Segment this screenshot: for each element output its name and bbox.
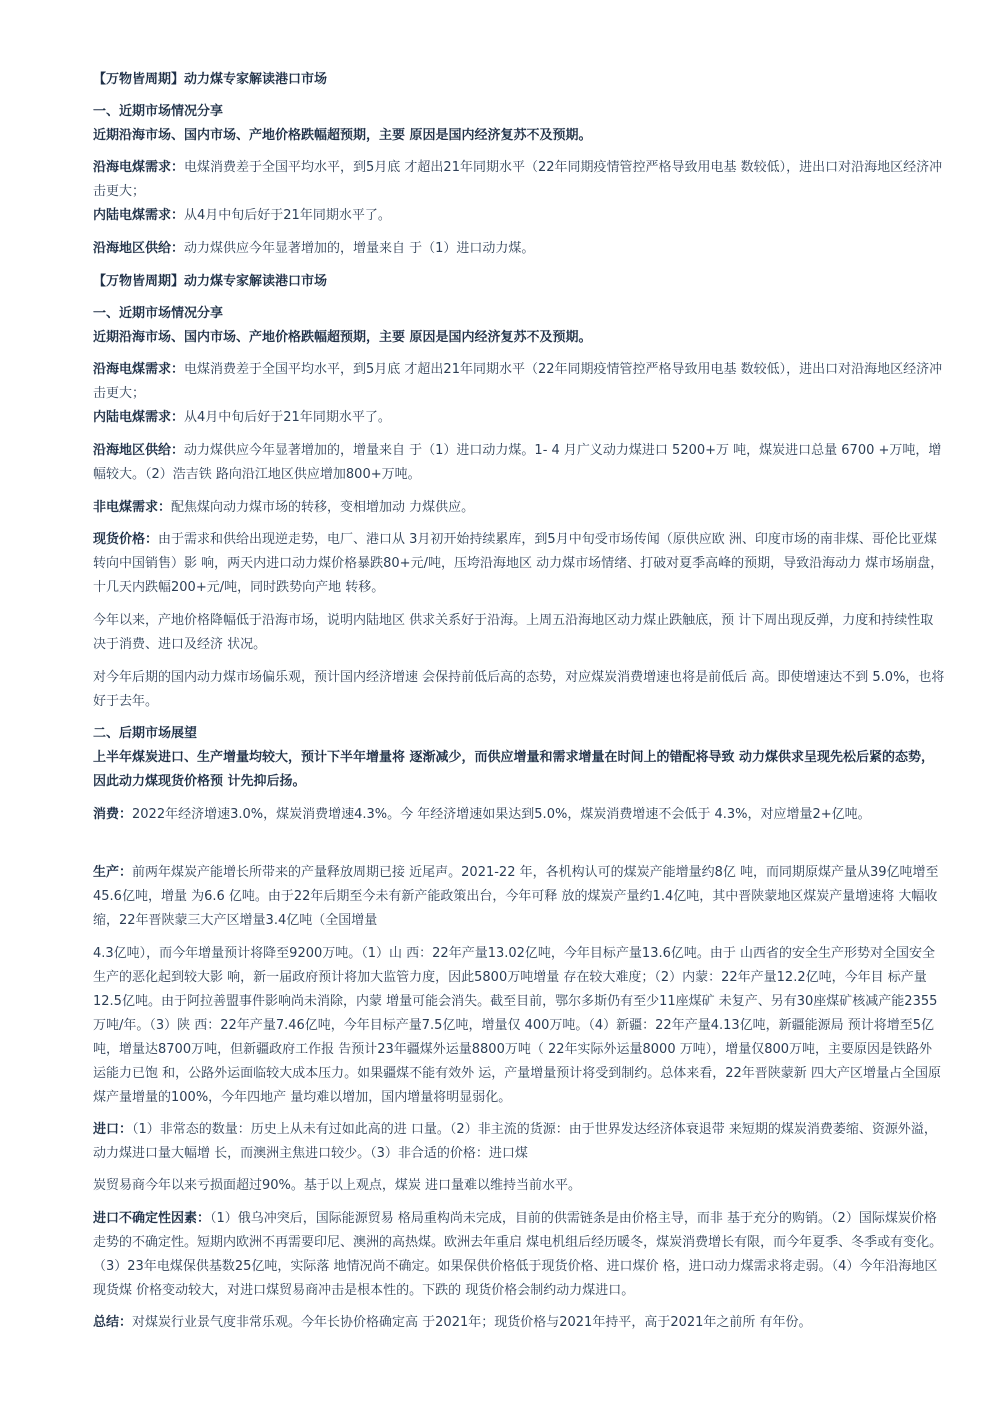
paragraph-label: 内陆电煤需求： (93, 208, 185, 223)
paragraph: 对今年后期的国内动力煤市场偏乐观，预计国内经济增速 会保持前低后高的态势，对应煤炭消费增速也将是前低后 高。即使增速达不到 5.0%，也将好于去年。 (93, 670, 945, 709)
paragraph-text: 从4月中旬后好于21年同期水平了。 (184, 410, 391, 425)
paragraph-text: 电煤消费差于全国平均水平，到5月底 才超出21年同期水平（22年同期疫情管控严格导致用电基 数较低），进出口对沿海地区经济冲击更大； (93, 160, 943, 199)
paragraph-text: （1）俄乌冲突后，国际能源贸易 格局重构尚未完成，目前的供需链条是由价格主导，而非 基于充分的购销。（2）国际煤炭价格走势的不确定性。短期内欧洲不再需要印尼、澳洲的高热煤。欧洲去年重启 煤电机组后经历暖冬，煤炭消费增长有限，而今年夏季、冬季或有变化。（3）23年电煤保供基数25亿吨，实际落 地情况尚不确定。如果保供价格低于现货价格、进口煤价 格，进口动力煤需求将走弱。（4）今年沿海地区现货煤 价格变动较大，对进口煤贸易商冲击是根本性的。下跌的 现货价格会制约动力煤进口。 (93, 1211, 943, 1298)
section-heading: 一、近期市场情况分享 (93, 104, 224, 119)
paragraph-label: 内陆电煤需求： (93, 410, 185, 425)
paragraph-label: 生产： (93, 865, 133, 880)
paragraph-non-power-demand (93, 496, 945, 520)
paragraph-inland-demand (93, 406, 945, 430)
lead-paragraph: 上半年煤炭进口、生产增量均较大，预计下半年增量将 逐渐减少，而供应增量和需求增量在时间上的错配将导致 动力煤供求呈现先松后紧的态势，因此动力煤现货价格预 计先抑后扬。 (93, 750, 935, 789)
paragraph-label: 沿海电煤需求： (93, 362, 185, 377)
paragraph: 炭贸易商今年以来亏损面超过90%。基于以上观点，煤炭 进口量难以维持当前水平。 (93, 1178, 582, 1193)
paragraph-coastal-demand (93, 156, 945, 204)
paragraph-coastal-demand (93, 358, 945, 406)
paragraph-text: 配焦煤向动力煤市场的转移，变相增加动 力煤供应。 (171, 500, 475, 515)
paragraph-text: 动力煤供应今年显著增加的，增量来自 于（1）进口动力煤。 (184, 241, 535, 256)
paragraph-text: 对煤炭行业景气度非常乐观。今年长协价格确定高 于2021年；现货价格与2021年持平，高于2021年之前所 有年份。 (132, 1315, 812, 1330)
section-heading: 二、后期市场展望 (93, 726, 198, 741)
paragraph-coastal-supply (93, 237, 945, 261)
paragraph-production (93, 861, 945, 933)
paragraph: 4.3亿吨），而今年增量预计将降至9200万吨。（1）山 西：22年产量13.02亿吨，今年目标产量13.6亿吨。由于 山西省的安全生产形势对全国安全生产的恶化起到较大影 响，新一届政府预计将加大监管力度，因此5800万吨增量 存在较大难度；（2）内蒙：22年产量12.2亿吨，今年目 标产量12.5亿吨。由于阿拉善盟事件影响尚未消除，内蒙 增量可能会消失。截至目前，鄂尔多斯仍有至少11座煤矿 未复产、另有30座煤矿核减产能2355万吨/年。（3）陕 西：22年产量7.46亿吨，今年目标产量7.5亿吨，增量仅 400万吨。（4）新疆：22年产量4.13亿吨，新疆能源局 预计将增至5亿吨，增量达8700万吨，但新疆政府工作报 告预计23年疆煤外运量8800万吨（ 22年实际外运量8000 万吨），增量仅800万吨，主要原因是铁路外运能力已饱 和，公路外运面临较大成本压力。如果疆煤不能有效外 运，产量增量预计将受到制约。总体来看，22年晋陕蒙新 四大产区增量占全国原煤产量增量的100%，今年四地产 量均难以增加，国内增量将明显弱化。 (93, 946, 941, 1105)
paragraph-import (93, 1118, 945, 1166)
paragraph-text: 2022年经济增速3.0%，煤炭消费增速4.3%。今 年经济增速如果达到5.0%，煤炭消费增速不会低于 4.3%，对应增量2+亿吨。 (132, 807, 871, 822)
paragraph-label: 进口： (93, 1122, 133, 1137)
paragraph-text: 从4月中旬后好于21年同期水平了。 (184, 208, 391, 223)
paragraph-coastal-supply (93, 439, 945, 487)
paragraph-text: 电煤消费差于全国平均水平，到5月底 才超出21年同期水平（22年同期疫情管控严格导致用电基 数较低），进出口对沿海地区经济冲击更大； (93, 362, 943, 401)
paragraph-consumption (93, 803, 945, 827)
paragraph-spot-price (93, 528, 945, 600)
lead-paragraph: 近期沿海市场、国内市场、产地价格跌幅超预期，主要 原因是国内经济复苏不及预期。 (93, 128, 592, 143)
paragraph-label: 沿海地区供给： (93, 241, 185, 256)
lead-paragraph: 近期沿海市场、国内市场、产地价格跌幅超预期，主要 原因是国内经济复苏不及预期。 (93, 330, 592, 345)
paragraph-label: 沿海地区供给： (93, 443, 185, 458)
section-heading: 一、近期市场情况分享 (93, 306, 224, 321)
paragraph-text: （1）非常态的数量：历史上从未有过如此高的进 口量。（2）非主流的货源：由于世界发达经济体衰退带 来短期的煤炭消费萎缩、资源外溢，动力煤进口量大幅增 长，而澳洲主焦进口较少。（3）非合适的价格：进口煤 (93, 1122, 937, 1161)
paragraph-label: 总结： (93, 1315, 133, 1330)
paragraph-label: 进口不确定性因素： (93, 1211, 211, 1226)
doc-title: 【万物皆周期】动力煤专家解读港口市场 (93, 72, 328, 87)
paragraph-label: 沿海电煤需求： (93, 160, 185, 175)
paragraph: 今年以来，产地价格降幅低于沿海市场，说明内陆地区 供求关系好于沿海。上周五沿海地区动力煤止跌触底，预 计下周出现反弹，力度和持续性取决于消费、进口及经济 状况。 (93, 613, 934, 652)
doc-title: 【万物皆周期】动力煤专家解读港口市场 (93, 274, 328, 289)
paragraph-inland-demand (93, 204, 945, 228)
paragraph-summary (93, 1311, 945, 1335)
paragraph-import-uncertainty (93, 1207, 945, 1303)
paragraph-label: 消费： (93, 807, 133, 822)
paragraph-label: 现货价格： (93, 532, 159, 547)
paragraph-text: 前两年煤炭产能增长所带来的产量释放周期已接 近尾声。2021-22 年，各机构认可的煤炭产能增量约8亿 吨，而同期原煤产量从39亿吨增至45.6亿吨，增量 为6.6 亿吨。由于22年后期至今未有新产能政策出台，今年可释 放的煤炭产量约1.4亿吨，其中晋陕蒙地区煤炭产量增速将 大幅收缩，22年晋陕蒙三大产区增量3.4亿吨（全国增量 (93, 865, 939, 928)
paragraph-label: 非电煤需求： (93, 500, 172, 515)
paragraph-text: 动力煤供应今年显著增加的，增量来自 于（1）进口动力煤。1- 4 月广义动力煤进口 5200+万 吨，煤炭进口总量 6700 +万吨，增幅较大。（2）浩吉铁 路向沿江地区供应增加800+万吨。 (93, 443, 942, 482)
paragraph-text: 由于需求和供给出现逆走势，电厂、港口从 3月初开始持续累库，到5月中旬受市场传闻（原供应欧 洲、印度市场的南非煤、哥伦比亚煤转向中国销售）影 响，两天内进口动力煤价格暴跌80+元/吨，压垮沿海地区 动力煤市场情绪、打破对夏季高峰的预期，导致沿海动力 煤市场崩盘，十几天内跌幅200+元/吨，同时跌势向产地 转移。 (93, 532, 944, 595)
